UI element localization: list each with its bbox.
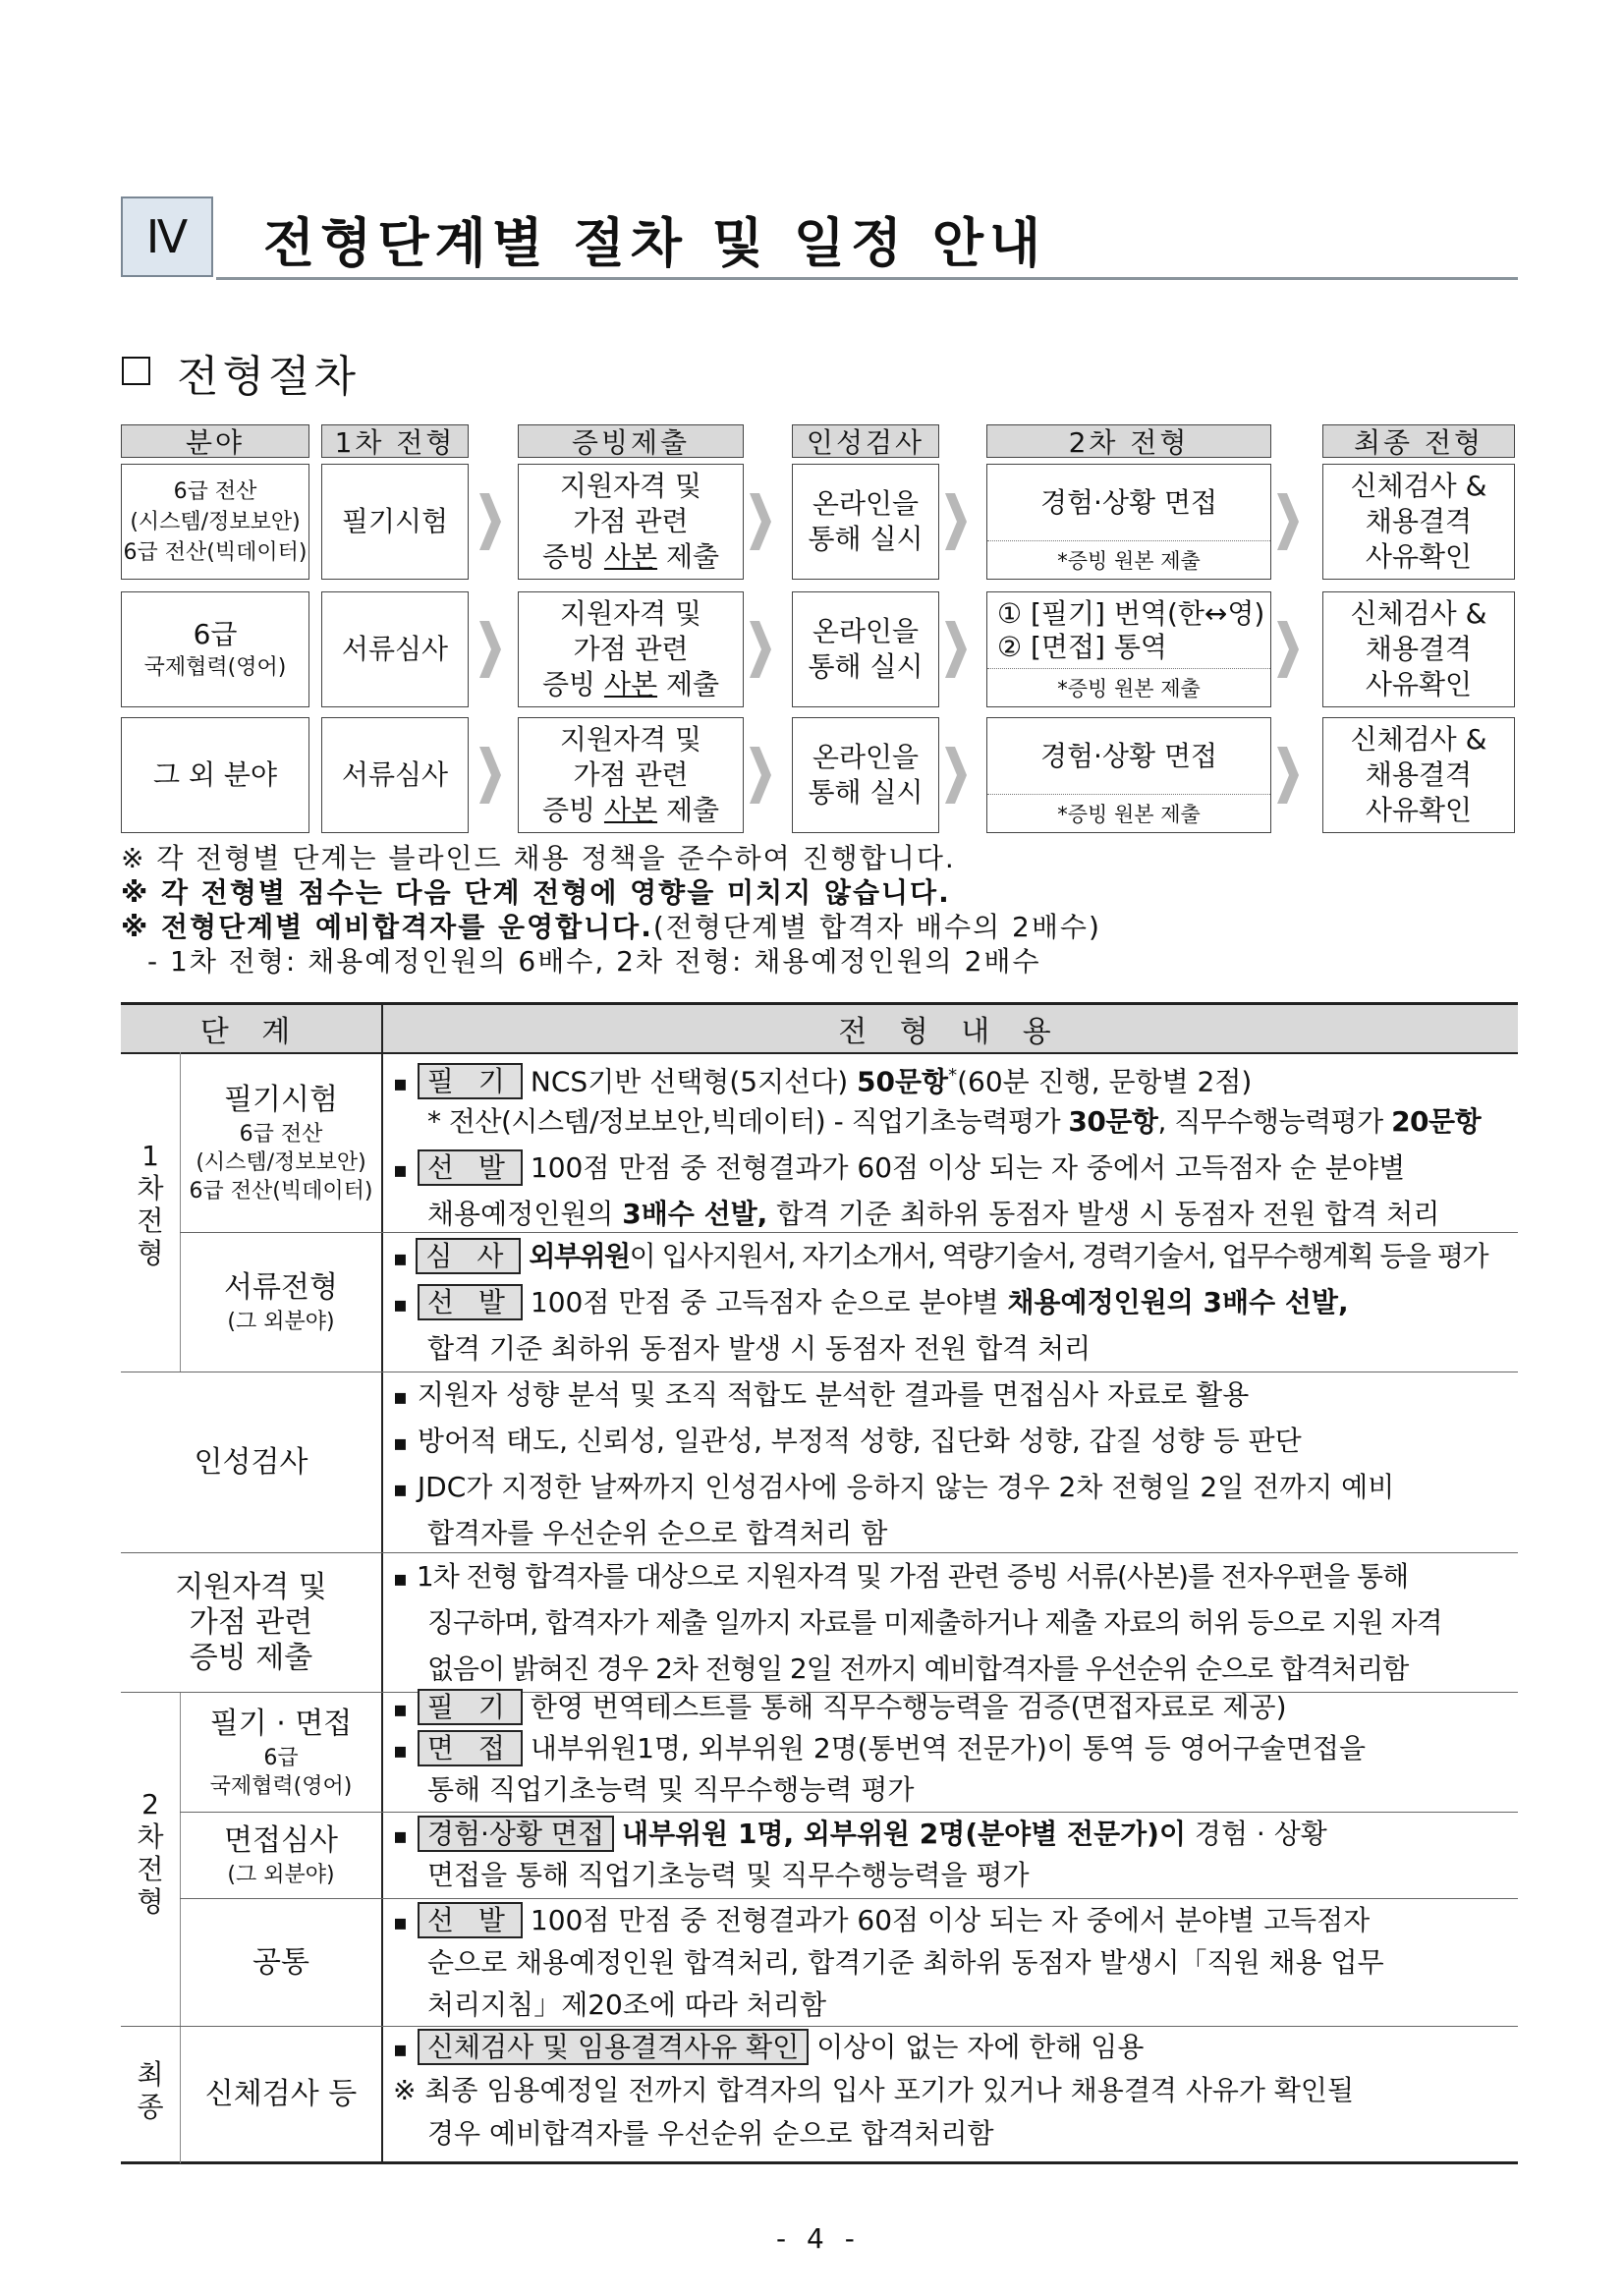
flow-final-cell — [1322, 591, 1515, 707]
flow-personality-text: 온라인을 — [812, 741, 920, 773]
final-line1: 이상이 없는 자에 한해 임용 — [816, 2031, 1145, 2063]
flow-proof-text: 가점 관련 — [573, 758, 689, 791]
flow-field-text: 그 외 분야 — [153, 758, 277, 791]
flow-second-top — [987, 718, 1270, 795]
flow-first-text: 서류심사 — [341, 633, 449, 665]
flow-second-cell — [986, 717, 1271, 833]
section-number: Ⅳ — [121, 196, 213, 277]
flow-final-cell — [1322, 717, 1515, 833]
document-line1-bold: 외부위원 — [529, 1240, 630, 1272]
flow-second-note: *증빙 원본 제출 — [1057, 803, 1201, 826]
flow-field-text: 국제협력(영어) — [143, 654, 287, 680]
stage1-label — [121, 1140, 180, 1269]
written-test-sub: 6급 전산 — [239, 1122, 323, 1147]
flow-proof-part: 제출 — [657, 794, 720, 826]
flow-second-text: ② [면접] 통역 — [997, 630, 1167, 663]
note-3 — [121, 906, 1101, 945]
written-line1: NCS기반 선택형(5지선다) — [530, 1065, 858, 1098]
tag-interview: 면 접 — [418, 1730, 523, 1766]
tag-written: 필 기 — [418, 1689, 523, 1725]
stage2-label-char: 2 — [141, 1788, 159, 1820]
written-line3: 100점 만점 중 전형결과가 60점 이상 되는 자 중에서 고득점자 순 분야별 — [530, 1151, 1406, 1184]
personality-line4: 합격자를 우선순위 순으로 합격처리 함 — [427, 1517, 888, 1549]
final-stage-label — [121, 2058, 180, 2123]
note-1: ※ 각 전형별 단계는 블라인드 채용 정책을 준수하여 진행합니다. — [121, 842, 956, 874]
common-label: 공통 — [252, 1944, 309, 1980]
flow-header-final: 최종 전형 — [1322, 424, 1515, 458]
flow-personality-text: 통해 실시 — [808, 650, 924, 683]
final-content — [393, 2026, 1518, 2156]
document-line2: 100점 만점 중 고득점자 순으로 분야별 — [530, 1286, 1008, 1318]
proof-line3: 없음이 밝혀진 경우 2차 전형일 2일 전까지 예비합격자를 우선순위 순으로 합격처리함 — [427, 1652, 1409, 1685]
flow-header-personality: 인성검사 — [792, 424, 939, 458]
interview-content — [393, 1813, 1518, 1895]
tag-written: 필 기 — [418, 1063, 523, 1099]
flow-second-note: *증빙 원본 제출 — [1057, 549, 1201, 573]
document-line1: 이 입사지원서, 자기소개서, 역량기술서, 경력기술서, 업무수행계획 등을 평가 — [629, 1240, 1488, 1272]
written-line2-mid: , 직무수행능력평가 — [1157, 1105, 1392, 1138]
flow-proof-text — [542, 539, 719, 575]
flow-proof-underlined: 사본 — [603, 794, 658, 826]
stage1-label-char: 전 — [137, 1204, 164, 1237]
chevron-right-icon — [750, 621, 771, 678]
interview-line1-rest: 경험 · 상황 — [1186, 1818, 1327, 1850]
final-line2: ※ 최종 임용예정일 전까지 합격자의 입사 포기가 있거나 채용결격 사유가 확인될 — [393, 2074, 1355, 2106]
tag-select: 선 발 — [418, 1284, 523, 1320]
flow-second-note: *증빙 원본 제출 — [1057, 677, 1201, 700]
flow-field-text: 6급 — [193, 617, 238, 650]
stage1-label-char: 형 — [137, 1237, 164, 1269]
interview-line2: 면접을 통해 직업기초능력 및 직무수행능력을 평가 — [427, 1859, 1030, 1891]
flow-final-text: 채용결격 — [1365, 633, 1473, 665]
written-test-sub: (시스템/정보보안) — [196, 1150, 366, 1175]
flow-field-cell — [121, 717, 309, 833]
document-line2-bold: 채용예정인원의 3배수 선발, — [1007, 1286, 1349, 1318]
flow-second-cell — [986, 591, 1271, 707]
personality-line3: ▪ JDC가 지정한 날짜까지 인성검사에 응하지 않는 경우 2차 전형일 2일 전까지 예비 — [393, 1464, 1518, 1510]
flow-final-text: 사유확인 — [1365, 540, 1473, 573]
flow-personality-cell — [792, 717, 939, 833]
flow-header-field: 분야 — [121, 424, 309, 458]
flow-first-cell — [321, 591, 469, 707]
table-col-divider — [381, 1002, 383, 2163]
note-2: ※ 각 전형별 점수는 다음 단계 전형에 영향을 미치지 않습니다. — [121, 876, 951, 909]
flow-personality-text: 온라인을 — [812, 487, 920, 520]
common-content — [393, 1899, 1518, 2026]
flow-field-text: 6급 전산(빅데이터) — [123, 539, 308, 565]
written-line2-bold2: 20문항 — [1391, 1105, 1482, 1138]
personality-label: 인성검사 — [194, 1444, 308, 1480]
chevron-right-icon — [1277, 747, 1299, 804]
flow-final-text: 신체검사 & — [1350, 470, 1487, 502]
written-line4-rest: 합격 기준 최하위 동점자 발생 시 동점자 전원 합격 처리 — [767, 1198, 1440, 1230]
tag-physical-exam: 신체검사 및 임용결격사유 확인 — [418, 2029, 809, 2065]
personality-line1: ▪ 지원자 성향 분석 및 조직 적합도 분석한 결과를 면접심사 자료로 활용 — [393, 1372, 1518, 1418]
flow-first-cell — [321, 464, 469, 580]
stage2-label — [121, 1788, 180, 1918]
stage1-label-char: 차 — [137, 1172, 164, 1204]
flow-proof-underlined: 사본 — [603, 540, 658, 573]
written-interview-sub: 6급 — [263, 1745, 299, 1770]
stage1-label-char: 1 — [141, 1140, 159, 1172]
written-interview-name: 필기 · 면접 — [209, 1706, 353, 1741]
common-line1: 100점 만점 중 전형결과가 60점 이상 되는 자 중에서 분야별 고득점자 — [530, 1904, 1371, 1936]
flow-second-top — [987, 465, 1270, 541]
flow-personality-cell — [792, 591, 939, 707]
page-number: - 4 - — [776, 2222, 861, 2255]
tag-select: 선 발 — [418, 1902, 523, 1938]
written-line4: 채용예정인원의 — [427, 1198, 623, 1230]
proof-label-line: 지원자격 및 — [175, 1569, 327, 1604]
checkbox-square-icon — [122, 357, 150, 385]
interview-label — [181, 1813, 381, 1898]
flow-proof-cell — [518, 464, 744, 580]
chevron-right-icon — [1277, 493, 1299, 550]
written-line1-rest: (60분 진행, 문항별 2점) — [957, 1065, 1253, 1098]
flow-proof-cell — [518, 591, 744, 707]
flow-proof-underlined: 사본 — [603, 668, 658, 700]
flow-final-text: 신체검사 & — [1350, 597, 1487, 630]
flow-proof-part: 증빙 — [541, 794, 604, 826]
subsection-title: 전형절차 — [177, 352, 361, 402]
note-4: - 1차 전형: 채용예정인원의 6배수, 2차 전형: 채용예정인원의 2배수 — [147, 945, 1041, 978]
physical-exam-label: 신체검사 등 — [204, 2076, 358, 2111]
flow-proof-part: 제출 — [657, 668, 720, 700]
flow-personality-text: 통해 실시 — [808, 523, 924, 555]
stage2-label-char: 형 — [137, 1885, 164, 1918]
written-line1-bold: 50문항 — [857, 1065, 949, 1098]
personality-line2: ▪ 방어적 태도, 신뢰성, 일관성, 부정적 성향, 집단화 성향, 갑질 성향 등 판단 — [393, 1418, 1518, 1464]
flow-proof-text — [542, 667, 719, 702]
tag-situational-interview: 경험·상황 면접 — [418, 1816, 614, 1852]
personality-content — [393, 1372, 1518, 1556]
proof-label-line: 증빙 제출 — [189, 1640, 313, 1675]
final-line3: 경우 예비합격자를 우선순위 순으로 합격처리함 — [427, 2117, 994, 2150]
flow-final-text: 신체검사 & — [1350, 723, 1487, 756]
flow-proof-text: 가점 관련 — [573, 505, 689, 537]
flow-final-text: 채용결격 — [1365, 505, 1473, 537]
common-line3: 처리지침」제20조에 따라 처리함 — [427, 1988, 827, 2021]
flow-first-text: 서류심사 — [341, 758, 449, 791]
flow-proof-part: 증빙 — [541, 668, 604, 700]
document-screen-label — [181, 1233, 381, 1372]
flow-final-text: 사유확인 — [1365, 668, 1473, 700]
flow-first-text: 필기시험 — [341, 505, 449, 537]
stage2-label-char: 차 — [137, 1820, 164, 1853]
flow-proof-text: 지원자격 및 — [559, 597, 702, 630]
written-line4-bold: 3배수 선발, — [622, 1198, 768, 1230]
flow-header-first: 1차 전형 — [321, 424, 469, 458]
written-test-name: 필기시험 — [224, 1083, 338, 1117]
document-line3: 합격 기준 최하위 동점자 발생 시 동점자 전원 합격 처리 — [427, 1332, 1092, 1365]
chevron-right-icon — [479, 621, 501, 678]
flow-personality-text: 통해 실시 — [808, 776, 924, 809]
interview-sub: (그 외분야) — [227, 1863, 335, 1887]
flow-field-cell — [121, 591, 309, 707]
final-label-char: 최 — [137, 2058, 164, 2091]
proof-line1: ▪ 1차 전형 합격자를 대상으로 지원자격 및 가점 관련 증빙 서류(사본)를 전자우편을 통해 — [393, 1553, 1518, 1599]
table-header-content: 전 형 내 용 — [838, 1014, 1063, 1049]
written-line2: * 전산(시스템/정보보안,빅데이터) - 직업기초능력평가 — [427, 1105, 1069, 1138]
tag-review: 심 사 — [416, 1238, 521, 1274]
written-line2-bold: 30문항 — [1068, 1105, 1158, 1138]
flow-proof-part: 증빙 — [541, 540, 604, 573]
flow-final-cell — [1322, 464, 1515, 580]
chevron-right-icon — [945, 747, 967, 804]
chevron-right-icon — [479, 493, 501, 550]
written-interview-content — [393, 1686, 1518, 1810]
written-test-sub: 6급 전산(빅데이터) — [189, 1179, 373, 1204]
flow-proof-text: 지원자격 및 — [559, 470, 702, 502]
written-test-content — [393, 1052, 1518, 1237]
interview-line1-bold: 내부위원 1명, 외부위원 2명(분야별 전문가)이 — [622, 1818, 1187, 1850]
table-top-border — [121, 1002, 1518, 1005]
flow-second-top — [987, 592, 1270, 669]
chevron-right-icon — [750, 747, 771, 804]
flow-second-text: 경험·상황 면접 — [1039, 739, 1218, 772]
written-interview-label — [181, 1693, 381, 1812]
flow-proof-text: 가점 관련 — [573, 633, 689, 665]
flow-field-cell — [121, 464, 309, 580]
flow-personality-cell — [792, 464, 939, 580]
flow-proof-cell — [518, 717, 744, 833]
proof-line2: 징구하며, 합격자가 제출 일까지 자료를 미제출하거나 제출 자료의 허위 등으로 지원 자격 — [427, 1606, 1442, 1639]
written-interview-line1: 한영 번역테스트를 통해 직무수행능력을 검증(면접자료로 제공) — [530, 1691, 1287, 1723]
final-label-char: 종 — [137, 2091, 164, 2123]
table-bottom-border — [121, 2161, 1518, 2164]
note-3-rest: (전형단계별 합격자 배수의 2배수) — [652, 911, 1101, 943]
written-test-label — [181, 1054, 381, 1232]
chevron-right-icon — [945, 493, 967, 550]
proof-label — [121, 1553, 381, 1692]
flow-first-cell — [321, 717, 469, 833]
flow-final-text: 채용결격 — [1365, 758, 1473, 791]
written-interview-line3: 통해 직업기초능력 및 직무수행능력 평가 — [427, 1773, 915, 1806]
proof-content — [393, 1553, 1518, 1692]
document-screen-content — [393, 1233, 1518, 1372]
stage2-label-char: 전 — [137, 1853, 164, 1885]
flow-second-text: ① [필기] 번역(한↔영) — [997, 596, 1265, 630]
note-3-bold: ※ 전형단계별 예비합격자를 운영합니다. — [121, 911, 653, 943]
flow-personality-text: 온라인을 — [812, 615, 920, 647]
section-underline — [216, 277, 1518, 280]
flow-proof-text: 지원자격 및 — [559, 723, 702, 756]
section-title: 전형단계별 절차 및 일정 안내 — [263, 212, 1047, 274]
document-screen-name: 서류전형 — [224, 1270, 338, 1305]
written-line1-sup: * — [948, 1065, 958, 1086]
chevron-right-icon — [945, 621, 967, 678]
table-header-stage: 단 계 — [199, 1014, 303, 1049]
tag-select: 선 발 — [418, 1149, 523, 1186]
flow-final-text: 사유확인 — [1365, 794, 1473, 826]
flow-field-text: 6급 전산 — [173, 478, 257, 504]
written-interview-sub: 국제협력(영어) — [209, 1773, 353, 1799]
flow-header-proof: 증빙제출 — [518, 424, 744, 458]
flow-field-text: (시스템/정보보안) — [130, 509, 301, 534]
flow-header-second: 2차 전형 — [986, 424, 1271, 458]
common-line2: 순으로 채용예정인원 합격처리, 합격기준 최하위 동점자 발생시「직원 채용 업무 — [427, 1946, 1384, 1979]
written-interview-line2: 내부위원1명, 외부위원 2명(통번역 전문가)이 통역 등 영어구술면접을 — [530, 1732, 1367, 1764]
document-screen-sub: (그 외분야) — [227, 1310, 335, 1334]
flow-second-cell — [986, 464, 1271, 580]
chevron-right-icon — [750, 493, 771, 550]
interview-name: 면접심사 — [224, 1823, 338, 1858]
proof-label-line: 가점 관련 — [189, 1604, 313, 1640]
flow-proof-text — [542, 793, 719, 828]
flow-proof-part: 제출 — [657, 540, 720, 573]
chevron-right-icon — [1277, 621, 1299, 678]
chevron-right-icon — [479, 747, 501, 804]
flow-second-text: 경험·상황 면접 — [1039, 485, 1218, 519]
